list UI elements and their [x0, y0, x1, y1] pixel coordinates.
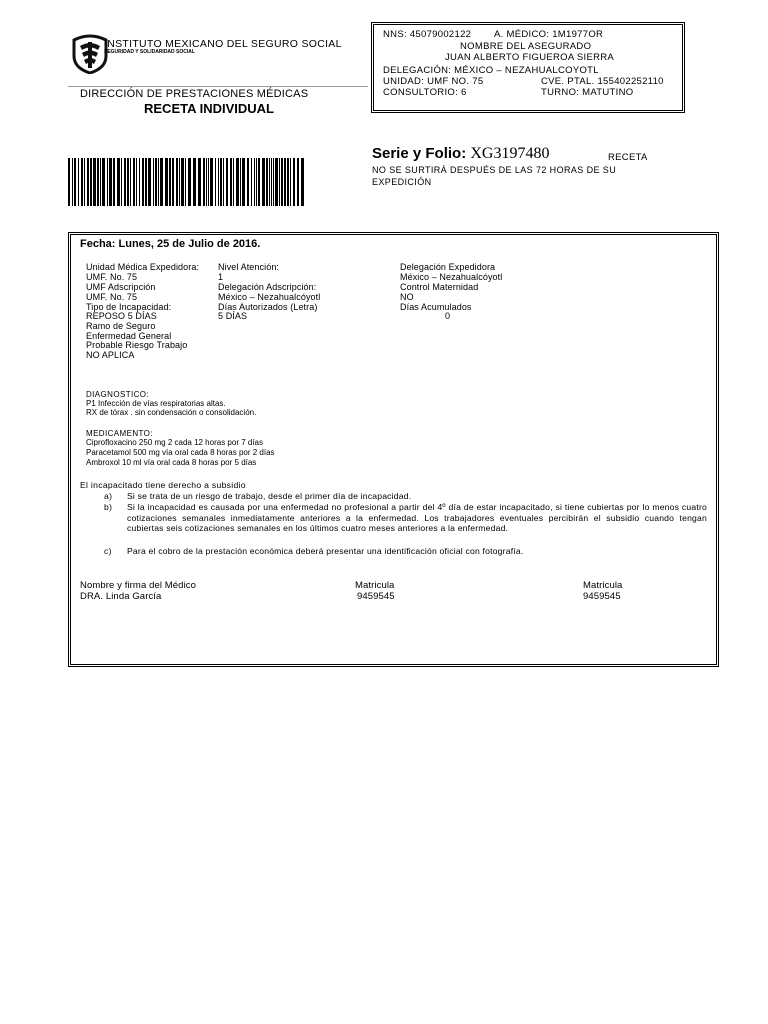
- field-text: REPOSO 5 DÍAS: [86, 311, 157, 321]
- turno: TURNO: MATUTINO: [541, 87, 634, 98]
- diagnosis-line: RX de tórax . sin condensación o consolidación.: [86, 408, 257, 417]
- medication-line: Paracetamol 500 mg vía oral cada 8 horas por 2 días: [86, 448, 275, 457]
- serie-folio: [372, 145, 549, 163]
- field-text: Tipo de Incapacidad:: [86, 302, 172, 312]
- matricula-label: Matricula: [355, 580, 395, 591]
- medico-id: A. MÉDICO: 1M1977OR: [494, 29, 604, 40]
- field-text: UMF. No. 75: [86, 272, 138, 282]
- field-text: Control Maternidad: [400, 282, 479, 292]
- patient-info-box: [371, 22, 685, 113]
- medication-label: MEDICAMENTO:: [86, 429, 153, 438]
- matricula-value: 9459545: [357, 591, 395, 602]
- expiry-notice: NO SE SURTIRÁ DESPUÉS DE LAS 72 HORAS DE SU EXPEDICIÓN: [372, 165, 617, 187]
- subsidy-clause: Si se trata de un riesgo de trabajo, desde el primer día de incapacidad.: [127, 491, 412, 501]
- field-text: NO: [400, 292, 414, 302]
- institute-subtitle: SEGURIDAD Y SOLIDARIDAD SOCIAL: [104, 49, 195, 55]
- medication-line: Ambroxol 10 ml vía oral cada 8 horas por 5 días: [86, 458, 257, 467]
- subsidy-marker: a): [104, 491, 113, 501]
- unidad: UNIDAD: UMF NO. 75: [383, 76, 484, 87]
- signature-label: Nombre y firma del Médico: [80, 580, 197, 591]
- field-text: 0: [445, 311, 451, 321]
- field-text: 5 DÍAS: [218, 311, 248, 321]
- field-text: México – Nezahualcóyotl: [218, 292, 321, 302]
- receta-tag: RECETA: [608, 152, 648, 163]
- diagnosis-label: DIAGNOSTICO:: [86, 390, 150, 399]
- doctor-name: DRA. Linda García: [80, 591, 162, 602]
- direction-title: DIRECCIÓN DE PRESTACIONES MÉDICAS: [80, 88, 309, 100]
- field-text: Delegación Expedidora: [400, 262, 496, 272]
- field-text: NO APLICA: [86, 350, 135, 360]
- diagnosis-line: P1 Infección de vías respiratorias altas.: [86, 399, 226, 408]
- barcode-icon: [68, 158, 308, 206]
- matricula-value: 9459545: [583, 591, 621, 602]
- insured-name-label: NOMBRE DEL ASEGURADO: [460, 41, 592, 52]
- matricula-label: Matricula: [583, 580, 623, 591]
- field-text: Nivel Atención:: [218, 262, 280, 272]
- subsidy-clause: Para el cobro de la prestación económica deberá presentar una identificación oficial con fotografía.: [127, 546, 524, 556]
- delegacion: DELEGACIÓN: MÉXICO – NEZAHUALCOYOTL: [383, 65, 599, 76]
- consultorio: CONSULTORIO: 6: [383, 87, 467, 98]
- field-text: UMF Adscripción: [86, 282, 156, 292]
- field-text: Enfermedad General: [86, 331, 172, 341]
- header-divider: [68, 86, 368, 87]
- folio-number: XG3197480: [470, 145, 550, 162]
- field-text: UMF. No. 75: [86, 292, 138, 302]
- subsidy-title: El incapacitado tiene derecho a subsidio: [80, 480, 246, 490]
- subsidy-marker: b): [104, 502, 113, 512]
- field-text: 1: [218, 272, 224, 282]
- field-text: Días Autorizados (Letra): [218, 302, 318, 312]
- document-type-title: RECETA INDIVIDUAL: [144, 101, 274, 116]
- field-text: Probable Riesgo Trabajo: [86, 340, 188, 350]
- field-text: Ramo de Seguro: [86, 321, 156, 331]
- serie-folio-label: Serie y Folio:: [372, 145, 467, 162]
- insured-name: JUAN ALBERTO FIGUEROA SIERRA: [445, 52, 615, 63]
- field-text: Unidad Médica Expedidora:: [86, 262, 200, 272]
- field-text: Delegación Adscripción:: [218, 282, 317, 292]
- field-text: Días Acumulados: [400, 302, 472, 312]
- issue-date: Fecha: Lunes, 25 de Julio de 2016.: [80, 238, 261, 250]
- field-text: México – Nezahualcóyotl: [400, 272, 503, 282]
- medication-line: Ciprofloxacino 250 mg 2 cada 12 horas por 7 días: [86, 438, 263, 447]
- nns: NNS: 45079002122: [383, 29, 472, 40]
- subsidy-marker: c): [104, 546, 112, 556]
- subsidy-clause: Si la incapacidad es causada por una enfermedad no profesional a partir del 4º día de estar incapacitado, si tiene cubiertas por lo menos cuatro cotizaciones semanales inmediatamente anteriores a la enfermedad. Los trabajadores eventuales percibirán el subsidio cuando tengan cubiertas seis cotizaciones semanales en los últimos cuatro meses anteriores a la enfermedad.: [127, 502, 707, 533]
- institute-name: INSTITUTO MEXICANO DEL SEGURO SOCIAL: [104, 38, 342, 50]
- cve-ptal: CVE. PTAL. 155402252110: [541, 76, 664, 87]
